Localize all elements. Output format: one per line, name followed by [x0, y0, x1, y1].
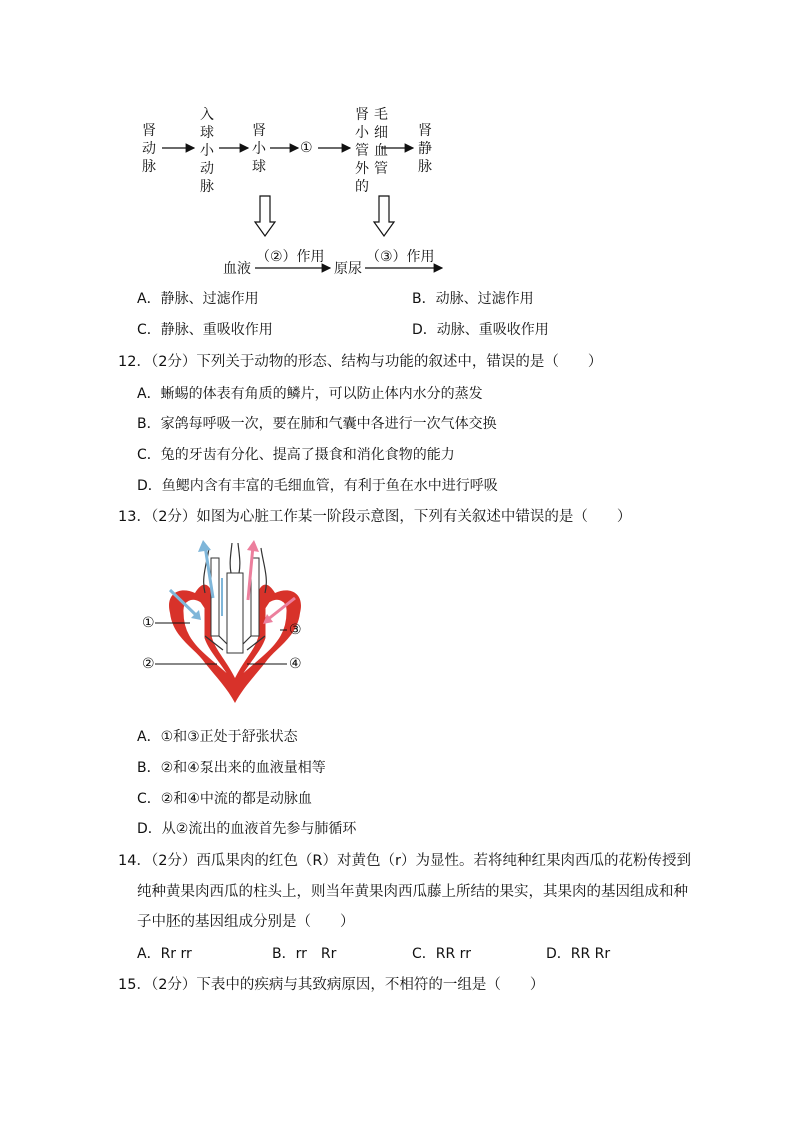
hollow-arrow-left: [255, 196, 275, 236]
node-renal-vein: 肾静脉: [418, 123, 432, 175]
q12-stem: 12．（2分）下列关于动物的形态、结构与功能的叙述中，错误的是（ ）: [118, 354, 603, 370]
node-peritubular-col1: 肾小管外的: [355, 107, 369, 195]
lower-blood: 血液: [223, 261, 251, 277]
q14-stem-line2: 纯种黄果肉西瓜的柱头上，则当年黄果肉西瓜藤上所结的果实，其果肉的基因组成和种: [137, 884, 688, 900]
node-circle-1: ①: [300, 140, 313, 156]
q14-option-c[interactable]: C．RR rr: [412, 946, 471, 962]
q13-option-d[interactable]: D．从②流出的血液首先参与肺循环: [137, 821, 357, 837]
q14-option-b[interactable]: B．rr Rr: [272, 946, 337, 962]
q14-stem-line3: 子中胚的基因组成分别是（ ）: [137, 914, 355, 930]
q15-stem: 15．（2分）下表中的疾病与其致病原因，不相符的一组是（ ）: [118, 977, 545, 993]
heart-diagram: [135, 538, 335, 708]
q14-stem-line1: 14．（2分）西瓜果肉的红色（R）对黄色（r）为显性。若将纯种红果肉西瓜的花粉传授到: [118, 853, 691, 869]
heart-septum: [227, 573, 243, 653]
q13-option-a[interactable]: A．①和③正处于舒张状态: [137, 729, 298, 745]
q14-option-d[interactable]: D．RR Rr: [546, 946, 611, 962]
q14-option-a[interactable]: A．Rr rr: [137, 946, 192, 962]
lower-urine: 原尿: [334, 261, 362, 277]
q13-stem: 13．（2分）如图为心脏工作某一阶段示意图，下列有关叙述中错误的是（ ）: [118, 509, 632, 525]
heart-label-2: ②: [142, 656, 155, 672]
q12-option-c[interactable]: C．兔的牙齿有分化、提高了摄食和消化食物的能力: [137, 447, 455, 463]
heart-label-3: ③: [289, 622, 302, 638]
arrow-blue-up-head: [198, 540, 211, 552]
q11-option-b[interactable]: B．动脉、过滤作用: [412, 291, 534, 307]
node-peritubular-col2: 毛细血管: [374, 107, 388, 177]
arrow-pink-up-head: [247, 540, 259, 552]
q11-option-a[interactable]: A．静脉、过滤作用: [137, 291, 259, 307]
heart-label-1: ①: [142, 615, 155, 631]
lower-step-2: （②）作用: [256, 249, 325, 265]
hollow-arrow-right: [374, 196, 394, 236]
q11-option-c[interactable]: C．静脉、重吸收作用: [137, 322, 273, 338]
q12-option-a[interactable]: A．蜥蜴的体表有角质的鳞片，可以防止体内水分的蒸发: [137, 386, 483, 402]
q11-option-d[interactable]: D．动脉、重吸收作用: [412, 322, 549, 338]
q13-option-b[interactable]: B．②和④泵出来的血液量相等: [137, 760, 326, 776]
node-afferent-arteriole: 入球小动脉: [200, 107, 214, 195]
heart-label-4: ④: [289, 656, 302, 672]
q12-option-b[interactable]: B．家鸽每呼吸一次，要在肺和气囊中各进行一次气体交换: [137, 416, 497, 432]
node-glomerulus: 肾小球: [252, 123, 266, 175]
q12-option-d[interactable]: D．鱼鳃内含有丰富的毛细血管，有利于鱼在水中进行呼吸: [137, 478, 498, 494]
node-renal-artery: 肾动脉: [142, 123, 156, 175]
q13-option-c[interactable]: C．②和④中流的都是动脉血: [137, 791, 312, 807]
lower-step-3: （③）作用: [366, 249, 435, 265]
